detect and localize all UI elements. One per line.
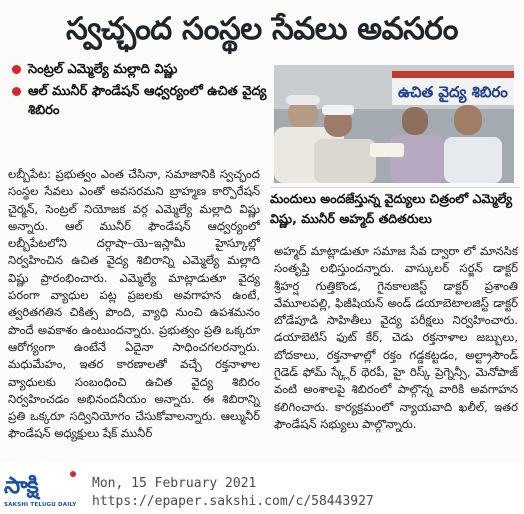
- news-photo: [274, 65, 514, 183]
- article-body-left: లబ్బీపేట: ప్రభుత్వం ఎంత చేసినా, సమాజానికి స్వచ్ఛంద సంస్థల సేవలు ఎంతో అవసరమని బ్రాహ్మణ కార్పొరేషన్ చైర్మన్, సెంట్రల్ నియోజక వర్గ ఎమ్మెల్యే మల్లాది విష్ణు అన్నారు. ఆల్ మునీర్ ఫౌండేషన్ ఆధ్వర్యంలో లబ్బీపేటలోని దర్గాషా–యె–ఇస్లామీ హైస్కూల్లో నిర్వహించిన ఉచిత వైద్య శిబిరాన్ని ఎమ్మెల్యే మల్లాది విష్ణు ప్రారంభించారు. ఎమ్మెల్యే మాట్లాడుతూ వైద్య పరంగా వ్యాధుల పట్ల ప్రజలకు అవగాహన ఉంటే, త్వరితగతిన చికిత్స పొంది, వ్యాధి నుంచి ఉపశమనం పొందే అవకాశం ఉంటుందన్నారు. ప్రభుత్వం ప్రతి ఒక్కరూ ఆరోగ్యంగా ఉంటేనే ఏదైనా సాధించగలరన్నారు. మధుమేహం, ఇతర కారణాలతో వచ్చే రక్తనాళాల వ్యాధులకు సంబంధించి ఉచిత వైద్య శిబిరం నిర్వహించడం అభినందనీయం అన్నారు. ఈ శిబిరాన్ని ప్రతి ఒక్కరూ సద్వినియోగం చేసుకోవాలన్నారు. ఆల్మునీర్ ఫౌండేషన్ అధ్యక్షులు షేక్ మునీర్: [8, 167, 260, 441]
- headline: స్వచ్ఛంద సంస్థల సేవలు అవసరం: [66, 11, 458, 47]
- logo-tagline: SAKSHI TELUGU DAILY: [4, 502, 77, 508]
- subhead-2-text: ఆల్ మునీర్ ఫౌండేషన్ ఆధ్వర్యంలో ఉచిత వైద్య శిబిరం: [28, 84, 267, 118]
- publish-date: Mon, 15 February 2021: [92, 476, 257, 491]
- bullet-icon: [12, 87, 21, 96]
- sakshi-logo: సాక్షి: [4, 473, 38, 499]
- subheads: [8, 60, 270, 123]
- logo-dot-icon: [70, 471, 76, 477]
- subhead-1-text: సెంట్రల్ ఎమ్మెల్యే మల్లాది విష్ణు: [28, 62, 178, 77]
- article-body-right: అహ్మద్ మాట్లాడుతూ సమాజ సేవ ద్వారా లో మానసిక సంతృప్తి లభిస్తుందన్నారు. వాస్కులర్ సర్జన్ డాక్టర్ శ్రీహర్ష గుత్తికొండ, గైనకాలజిస్ట్ డాక్టర్ ప్రశాంతి వేమూలపల్లి, ఫిజీషియన్ అండ్ డయాబెటాలజిస్ట్ డాక్టర్ బోడేపూడి సాహితీలు వైద్య పరీక్షలు నిర్వహించారు. డయాబెటిస్ ఫుట్ కేర్, చెడు రక్తనాళాల జబ్బులు, బోదకాలు, రక్తనాళాల్లో రక్తం గడ్డకట్టడం, అల్ట్రాసౌండ్ గైడెడ్ ఫోమ్ స్క్లేర్ థెరపీ, హై రిస్క్ ప్రెగ్నెన్సీ, మెనోపాజ్ వంటి అంశాలపై శిబిరంలో పాల్గొన్న వారికి అవగాహన కలిగించారు. కార్యక్రమంలో న్యాయవాది ఖలీల్, ఇతర ఫౌండేషన్ సభ్యులు పాల్గొన్నారు.: [274, 244, 518, 431]
- photo-banner-text: ఉచిత వైద్య శిబిరం: [398, 83, 508, 101]
- source-url[interactable]: https://epaper.sakshi.com/c/58443927: [92, 494, 374, 509]
- subhead-1: [8, 60, 270, 79]
- subhead-2: [8, 82, 270, 120]
- bullet-icon: [12, 65, 21, 74]
- photo-illustration: [274, 65, 514, 183]
- photo-caption: మందులు అందజేస్తున్న వైద్యులు చిత్రంలో ఎమ్మెల్యే విష్ణు, మునీర్ అహ్మద్ తదితరులు: [270, 187, 520, 229]
